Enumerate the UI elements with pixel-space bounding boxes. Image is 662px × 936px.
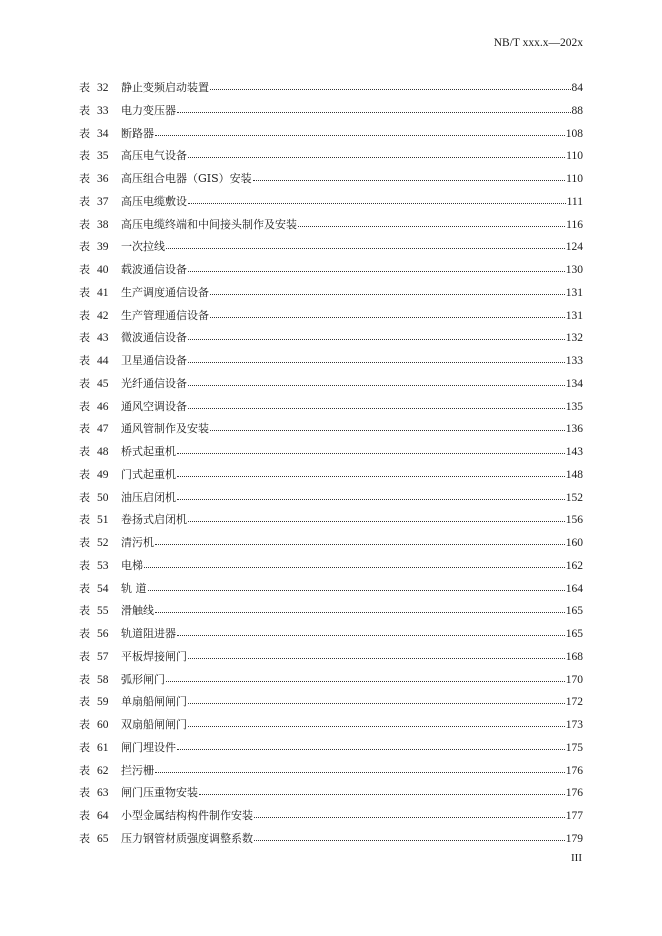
toc-entry-title: 光纤通信设备	[121, 376, 187, 390]
toc-entry[interactable]	[79, 671, 583, 694]
toc-entry-title: 闸门压重物安装	[121, 786, 198, 800]
toc-dot-leader	[253, 172, 566, 181]
toc-entry[interactable]	[79, 807, 583, 830]
toc-entry-number: 55	[97, 605, 109, 618]
toc-entry-label: 表	[79, 763, 90, 777]
toc-entry-number: 49	[97, 468, 109, 481]
toc-entry-number: 37	[97, 195, 109, 208]
toc-entry[interactable]	[79, 602, 583, 625]
toc-entry-page: 133	[565, 355, 583, 367]
toc-entry-page: 132	[565, 332, 583, 345]
toc-entry-title: 高压电缆终端和中间接头制作及安装	[121, 217, 297, 231]
toc-entry-number: 64	[97, 810, 109, 822]
toc-entry-label: 表	[79, 536, 90, 549]
toc-entry[interactable]	[79, 261, 583, 284]
toc-dot-leader	[210, 286, 565, 295]
toc-entry-label: 表	[79, 263, 90, 276]
toc-entry-number: 43	[97, 332, 109, 345]
toc-entry-title: 轨道阻进器	[121, 627, 176, 640]
toc-entry-label: 表	[79, 558, 90, 572]
toc-entry-label: 表	[79, 649, 90, 663]
toc-entry-label: 表	[79, 809, 90, 822]
toc-entry-title: 闸门埋设件	[121, 740, 176, 754]
toc-entry-page: 179	[565, 832, 583, 845]
toc-entry-number: 65	[97, 832, 109, 845]
toc-entry[interactable]	[79, 238, 583, 261]
toc-entry-title: 生产管理通信设备	[121, 308, 209, 322]
toc-entry-title: 高压电气设备	[121, 149, 187, 163]
toc-entry-page: 165	[565, 628, 583, 640]
toc-entry[interactable]	[79, 102, 583, 125]
toc-entry-title: 压力钢管材质强度调整系数	[121, 831, 253, 845]
toc-entry-page: 170	[565, 673, 583, 686]
toc-entry-label: 表	[79, 786, 90, 800]
toc-entry-label: 表	[79, 467, 90, 481]
toc-entry-label: 表	[79, 172, 90, 185]
toc-entry-number: 61	[97, 741, 109, 754]
toc-entry-label: 表	[79, 490, 90, 504]
toc-entry[interactable]	[79, 420, 583, 443]
toc-entry-page: 175	[565, 741, 583, 754]
toc-entry[interactable]	[79, 284, 583, 307]
toc-entry[interactable]	[79, 830, 583, 853]
toc-entry-page: 148	[565, 468, 583, 481]
toc-entry-page: 131	[565, 309, 583, 322]
toc-dot-leader	[188, 718, 565, 727]
toc-entry-title: 一次拉线	[121, 240, 165, 254]
toc-entry-number: 52	[97, 537, 109, 549]
toc-entry-label: 表	[79, 695, 90, 709]
toc-entry-label: 表	[79, 194, 90, 208]
toc-entry-number: 41	[97, 286, 109, 299]
toc-entry-page: 135	[565, 400, 583, 413]
toc-dot-leader	[188, 331, 565, 340]
toc-dot-leader	[188, 513, 565, 522]
toc-entry[interactable]	[79, 398, 583, 421]
toc-entry[interactable]	[79, 170, 583, 193]
toc-entry-number: 62	[97, 764, 109, 777]
toc-dot-leader	[144, 559, 565, 568]
document-code-header: NB/T xxx.x—202x	[493, 37, 583, 49]
toc-entry[interactable]	[79, 534, 583, 557]
toc-entry-page: 177	[565, 810, 583, 822]
toc-entry-number: 51	[97, 514, 109, 527]
toc-entry-page: 111	[566, 195, 583, 208]
toc-entry-label: 表	[79, 308, 90, 322]
toc-entry-title: 拦污栅	[121, 763, 154, 777]
toc-entry-title: 高压组合电器（GIS）安装	[121, 172, 252, 185]
toc-dot-leader	[177, 491, 565, 500]
toc-dot-leader	[188, 650, 565, 659]
toc-entry-number: 47	[97, 423, 109, 436]
toc-dot-leader	[188, 377, 565, 386]
toc-entry[interactable]	[79, 693, 583, 716]
toc-entry-number: 56	[97, 628, 109, 640]
toc-entry[interactable]	[79, 762, 583, 785]
toc-entry-number: 63	[97, 787, 109, 800]
toc-entry-page: 131	[565, 286, 583, 299]
toc-entry[interactable]	[79, 625, 583, 648]
toc-dot-leader	[188, 195, 566, 204]
toc-entry-number: 38	[97, 218, 109, 231]
toc-entry-page: 152	[565, 491, 583, 504]
toc-dot-leader	[188, 149, 565, 158]
toc-entry-label: 表	[79, 740, 90, 754]
toc-entry-label: 表	[79, 604, 90, 618]
toc-entry-number: 60	[97, 719, 109, 731]
toc-entry-title: 滑触线	[121, 604, 154, 618]
toc-entry-number: 46	[97, 400, 109, 413]
toc-dot-leader	[177, 627, 565, 636]
toc-entry-label: 表	[79, 513, 90, 527]
toc-entry[interactable]	[79, 193, 583, 216]
toc-entry-page: 110	[566, 173, 583, 185]
toc-entry-title: 断路器	[121, 126, 154, 140]
toc-entry-page: 156	[565, 514, 583, 527]
toc-entry-number: 39	[97, 241, 109, 254]
toc-entry[interactable]	[79, 648, 583, 671]
toc-entry-number: 33	[97, 104, 109, 117]
toc-entry-title: 电力变压器	[121, 103, 176, 117]
toc-dot-leader	[155, 604, 565, 613]
toc-entry[interactable]	[79, 489, 583, 512]
toc-entry-label: 表	[79, 103, 90, 117]
table-of-contents	[79, 79, 583, 853]
toc-entry-number: 34	[97, 127, 109, 140]
toc-entry-page: 143	[565, 446, 583, 458]
toc-entry-number: 57	[97, 650, 109, 663]
toc-entry-page: 176	[565, 764, 583, 777]
toc-entry-title: 电梯	[121, 558, 143, 572]
toc-entry-title: 高压电缆敷设	[121, 194, 187, 208]
toc-entry[interactable]	[79, 580, 583, 603]
toc-entry-number: 48	[97, 446, 109, 458]
toc-dot-leader	[188, 400, 565, 409]
toc-entry-number: 45	[97, 377, 109, 390]
toc-entry-title: 清污机	[121, 536, 154, 549]
toc-entry-number: 32	[97, 82, 109, 94]
toc-entry-title: 双扇船闸闸门	[121, 718, 187, 731]
toc-entry-title: 桥式起重机	[121, 445, 176, 458]
toc-entry[interactable]	[79, 125, 583, 148]
toc-entry-title: 小型金属结构构件制作安装	[121, 809, 253, 822]
toc-entry-page: 84	[571, 82, 583, 94]
toc-entry-page: 136	[565, 423, 583, 436]
toc-entry-label: 表	[79, 149, 90, 163]
toc-entry-page: 173	[565, 719, 583, 731]
toc-entry[interactable]	[79, 443, 583, 466]
toc-entry-label: 表	[79, 331, 90, 345]
toc-dot-leader	[155, 764, 565, 773]
toc-dot-leader	[166, 240, 565, 249]
toc-entry[interactable]	[79, 466, 583, 489]
toc-entry-number: 54	[97, 582, 109, 595]
toc-entry-label: 表	[79, 376, 90, 390]
toc-entry-title: 载波通信设备	[121, 263, 187, 276]
toc-entry-page: 168	[565, 650, 583, 663]
toc-dot-leader	[177, 445, 565, 454]
toc-entry[interactable]	[79, 511, 583, 534]
toc-dot-leader	[254, 832, 565, 841]
toc-entry-label: 表	[79, 399, 90, 413]
toc-entry-title: 卷扬式启闭机	[121, 513, 187, 527]
toc-dot-leader	[210, 309, 565, 318]
toc-entry-title: 轨 道	[121, 581, 147, 595]
toc-entry-page: 124	[565, 241, 583, 254]
toc-dot-leader	[254, 809, 565, 818]
toc-entry-label: 表	[79, 285, 90, 299]
toc-entry-page: 108	[565, 127, 583, 140]
toc-entry-label: 表	[79, 240, 90, 254]
toc-entry[interactable]	[79, 375, 583, 398]
toc-entry-label: 表	[79, 718, 90, 731]
toc-entry-title: 生产调度通信设备	[121, 285, 209, 299]
toc-entry-number: 42	[97, 309, 109, 322]
toc-dot-leader	[199, 786, 565, 795]
toc-dot-leader	[177, 741, 565, 750]
toc-entry-title: 单扇船闸闸门	[121, 695, 187, 709]
toc-entry-page: 165	[565, 605, 583, 618]
toc-entry-label: 表	[79, 445, 90, 458]
page-number: III	[571, 852, 582, 864]
toc-entry-page: 172	[565, 696, 583, 709]
toc-entry[interactable]	[79, 216, 583, 239]
toc-entry-title: 油压启闭机	[121, 490, 176, 504]
toc-entry[interactable]	[79, 557, 583, 580]
toc-dot-leader	[188, 263, 565, 272]
toc-entry-title: 通风管制作及安装	[121, 422, 209, 436]
toc-entry-number: 40	[97, 264, 109, 276]
toc-dot-leader	[155, 127, 565, 136]
toc-entry[interactable]	[79, 784, 583, 807]
toc-entry[interactable]	[79, 329, 583, 352]
toc-entry-number: 53	[97, 559, 109, 572]
toc-entry-label: 表	[79, 672, 90, 686]
toc-dot-leader	[188, 354, 565, 363]
toc-entry-label: 表	[79, 354, 90, 367]
toc-entry-number: 35	[97, 150, 109, 163]
toc-entry-label: 表	[79, 831, 90, 845]
toc-dot-leader	[177, 468, 565, 477]
toc-entry-page: 88	[571, 104, 583, 117]
toc-dot-leader	[188, 695, 565, 704]
toc-entry-number: 44	[97, 355, 109, 367]
toc-entry-title: 静止变频启动装置	[121, 81, 209, 94]
toc-entry-label: 表	[79, 217, 90, 231]
toc-entry-title: 通风空调设备	[121, 399, 187, 413]
toc-dot-leader	[166, 673, 565, 682]
toc-entry-page: 162	[565, 559, 583, 572]
toc-entry-number: 50	[97, 491, 109, 504]
toc-entry-page: 116	[566, 218, 583, 231]
toc-entry-page: 160	[565, 537, 583, 549]
toc-entry-title: 卫星通信设备	[121, 354, 187, 367]
toc-entry-title: 微波通信设备	[121, 331, 187, 345]
toc-entry[interactable]	[79, 307, 583, 330]
toc-entry-page: 110	[566, 150, 583, 163]
toc-dot-leader	[148, 582, 565, 591]
toc-entry-page: 130	[565, 264, 583, 276]
toc-entry-label: 表	[79, 81, 90, 94]
toc-dot-leader	[155, 536, 565, 545]
toc-entry-label: 表	[79, 422, 90, 436]
toc-entry-label: 表	[79, 126, 90, 140]
toc-entry-label: 表	[79, 627, 90, 640]
toc-dot-leader	[210, 422, 565, 431]
toc-entry-page: 176	[565, 787, 583, 800]
toc-entry[interactable]	[79, 147, 583, 170]
toc-entry-title: 平板焊接闸门	[121, 649, 187, 663]
toc-entry-number: 59	[97, 696, 109, 709]
toc-entry[interactable]	[79, 716, 583, 739]
toc-entry-number: 58	[97, 673, 109, 686]
toc-entry-page: 164	[565, 582, 583, 595]
toc-dot-leader	[210, 81, 571, 90]
toc-entry-title: 弧形闸门	[121, 672, 165, 686]
toc-entry-label: 表	[79, 581, 90, 595]
toc-entry-page: 134	[565, 377, 583, 390]
toc-entry-title: 门式起重机	[121, 467, 176, 481]
toc-entry[interactable]	[79, 352, 583, 375]
toc-dot-leader	[298, 218, 565, 227]
toc-entry-number: 36	[97, 173, 109, 185]
toc-entry[interactable]	[79, 79, 583, 102]
toc-entry[interactable]	[79, 739, 583, 762]
toc-dot-leader	[177, 104, 571, 113]
